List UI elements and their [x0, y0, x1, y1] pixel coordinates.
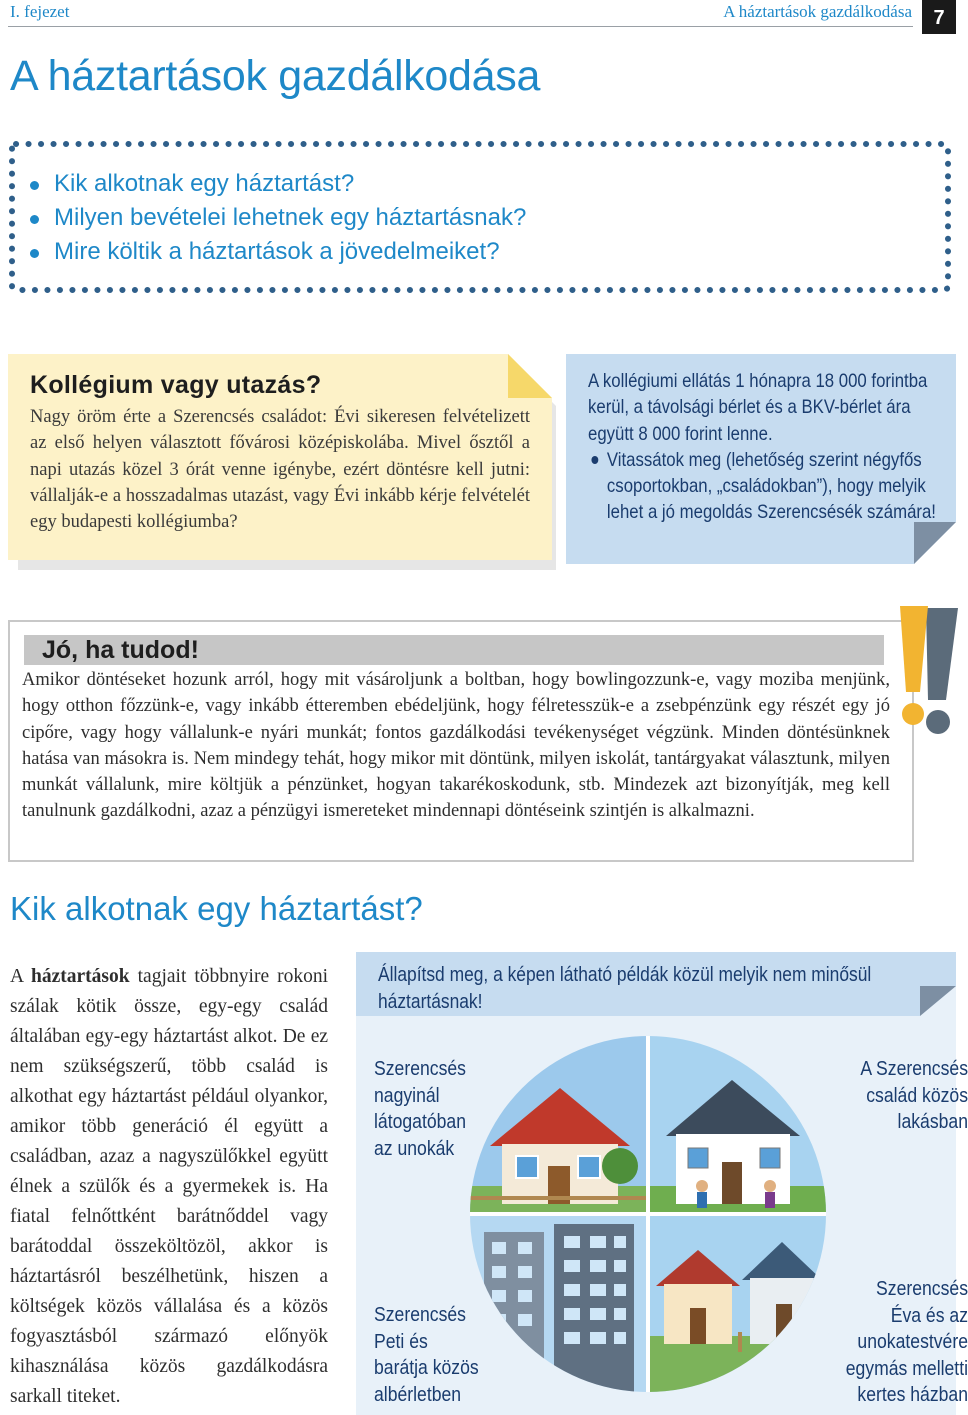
- bullet-dot-icon: [30, 215, 39, 224]
- question-list: [30, 170, 930, 272]
- exclamation-icon: [888, 604, 960, 740]
- tip-box-text: Amikor döntéseket hozunk arról, hogy mit vásároljunk a boltban, hogy bowlingozzunk-e, vagy moziba menjünk, hogy otthon főzzünk-e, vagy inkább étteremben ebédeljünk, hogy félretesszük-e a zsebpénzünk egy részét egy jó cipőre, vagy hogy vállalunk-e nyári munkát; fontos gazdálkodási tevékenységet végzünk. Minden döntésünknek hatása van másokra is. Nem mindegy tehát, hogy mikor mit döntünk, milyen iskolát, tantárgyakat választunk, milyen munkát vállalunk, mire költjük a pénzünket, hogyan takarékoskodunk, stb. Mindezek azt bizonyítják, meg kell tanulnunk gazdálkodni, azaz a pénzügyi ismereteket mindennapi döntéseink szintjén is alkalmazni.: [22, 670, 890, 822]
- bullet-dot-icon: [30, 181, 39, 190]
- header-rule: [8, 26, 913, 27]
- illustration-grandparents-house: [470, 1036, 648, 1214]
- caption-bottom-right: Szerencsés Éva és az unokatestvére egymás melletti kertes házban: [845, 1278, 968, 1406]
- caption-bottom-left: Szerencsés Peti és barátja közös albérletben: [374, 1304, 479, 1406]
- info-box-task: Vitassátok meg (lehetőség szerint négyfős csoportokban, „családokban”), hogy melyik lehet a jó megoldás Szerencsésék számára!: [588, 447, 936, 526]
- illustration-rented-flat: [470, 1214, 648, 1392]
- case-box-title: Kollégium vagy utazás?: [30, 371, 322, 399]
- page-title: A háztartások gazdálkodása: [10, 52, 541, 100]
- question-item: Mire költik a háztartások a jövedelmeiket?: [30, 238, 930, 272]
- task-box-prompt: Állapítsd meg, a képen látható példák közül melyik nem minősül háztartásnak!: [378, 964, 872, 1013]
- household-illustration: [470, 1036, 826, 1392]
- running-title: A háztartások gazdálkodása: [723, 2, 912, 21]
- caption-top-left: Szerencsés nagyinál látogatóban az unokák: [374, 1058, 467, 1160]
- case-box-text: Nagy öröm érte a Szerencsés családot: Évi sikeresen felvételizett az első helyen választott fővárosi középiskolába. Mivel ősztől a napi utazás közel 3 órát venne igénybe, ezért döntésre kell jutni: vállalják-e a hosszadalmas utazást, vagy Évi inkább kérje felvételét egy budapesti kollégiumba?: [30, 407, 530, 533]
- section-title: Kik alkotnak egy háztartást?: [10, 890, 423, 927]
- bullet-dot-icon: [591, 456, 598, 464]
- info-box-paragraph: A kollégiumi ellátás 1 hónapra 18 000 forintba kerül, a távolsági bérlet és a BKV-bérlet ára együtt 8 000 forint lenne.: [588, 370, 928, 445]
- question-item: Milyen bevételei lehetnek egy háztartásnak?: [30, 204, 930, 238]
- tip-box-title: Jó, ha tudod!: [42, 636, 199, 664]
- illustration-family-home: [648, 1036, 826, 1214]
- bullet-dot-icon: [30, 249, 39, 258]
- page-number: 7: [922, 0, 956, 34]
- chapter-label: I. fejezet: [10, 2, 70, 21]
- question-item: Kik alkotnak egy háztartást?: [30, 170, 930, 204]
- caption-top-right: A Szerencsés család közös lakásban: [860, 1058, 968, 1133]
- info-box-text: [588, 368, 936, 526]
- section-text: A háztartások tagjait többnyire rokoni szálak kötik össze, egy-egy család általában egy-egy háztartást alkot. De ez nem szükségszerű, több család is alkothat egy háztartást például olyankor, amikor több generáció él együtt a családban, azaz a nagyszülőkkel együtt élnek a szülők és a gyermekek is. Ha fiatal felnőttként barátnőddel vagy barátoddal összeköltözöl, akkor is háztartásról beszélhetünk, hiszen a költségek közös vállalása és a közös fogyasztásból származó előnyök kihasználása közös gazdálkodásra sarkall titeket.: [10, 966, 329, 1407]
- illustration-neighbouring-houses: [648, 1214, 826, 1392]
- key-term: háztartások: [31, 966, 130, 987]
